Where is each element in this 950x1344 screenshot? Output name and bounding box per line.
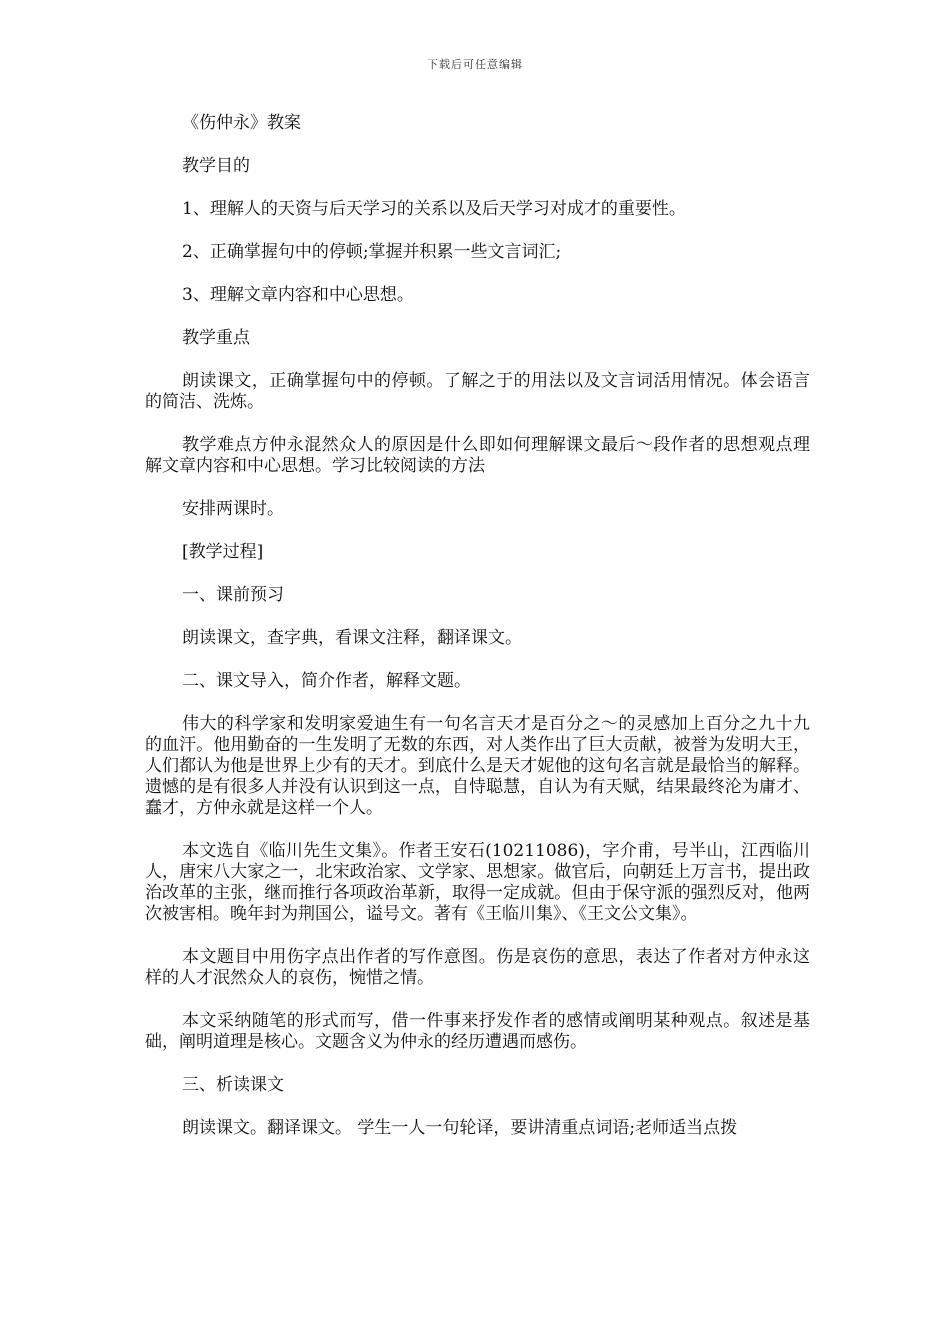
author-paragraph: 本文选自《临川先生文集》。作者王安石(10211086)，字介甫，号半山，江西临川人，唐宋八大家之一，北宋政治家、文学家、思想家。做官后，向朝廷上万言书，提出政治改革的主张，继而推行各项政治革新，取得一定成就。但由于保守派的强烈反对，他两次被害相。晚年封为荆国公，谥号文。著有《王临川集》、《王文公文集》。 [145, 841, 810, 924]
title-meaning-paragraph: 本文题目中用伤字点出作者的写作意图。伤是哀伤的意思，表达了作者对方仲永这样的人才泯然众人的哀伤，惋惜之情。 [145, 947, 810, 988]
objective-item-3: 3、理解文章内容和中心思想。 [182, 285, 414, 305]
section-heading-objectives: 教学目的 [182, 156, 250, 176]
preview-paragraph: 朗读课文，查字典，看课文注释，翻译课文。 [182, 628, 522, 648]
genre-paragraph: 本文采纳随笔的形式而写，借一件事来抒发作者的感情或阐明某种观点。叙述是基础，阐明道理是核心。文题含义为仲永的经历遭遇而感伤。 [145, 1011, 810, 1052]
key-points-paragraph: 朗读课文，正确掌握句中的停顿。了解之于的用法以及文言词活用情况。体会语言的简洁、洗炼。 [145, 371, 810, 412]
document-title: 《伤仲永》教案 [182, 113, 301, 133]
page-header: 下载后可任意编辑 [427, 58, 523, 71]
step-heading-reading: 三、析读课文 [182, 1075, 284, 1095]
document-body [145, 113, 810, 1161]
section-heading-key-points: 教学重点 [182, 328, 250, 348]
schedule-paragraph: 安排两课时。 [182, 499, 284, 519]
step-heading-preview: 一、课前预习 [182, 585, 284, 605]
reading-paragraph: 朗读课文。翻译课文。 学生一人一句轮译，要讲清重点词语;老师适当点拨 [182, 1118, 738, 1138]
objective-item-2: 2、正确掌握句中的停顿;掌握并积累一些文言词汇; [182, 242, 562, 262]
step-heading-intro: 二、课文导入，简介作者，解释文题。 [182, 671, 471, 691]
difficulties-paragraph: 教学难点方仲永混然众人的原因是什么即如何理解课文最后～段作者的思想观点理解文章内容和中心思想。学习比较阅读的方法 [145, 435, 810, 476]
intro-paragraph-edison: 伟大的科学家和发明家爱迪生有一句名言天才是百分之～的灵感加上百分之九十九的血汗。他用勤奋的一生发明了无数的东西，对人类作出了巨大贡献，被誉为发明大王，人们都认为他是世界上少有的天才。到底什么是天才妮他的这句名言就是最恰当的解释。遗憾的是有很多人并没有认识到这一点，自恃聪慧，自认为有天赋，结果最终沦为庸才、蠢才，方仲永就是这样一个人。 [145, 714, 810, 818]
section-heading-process: [教学过程] [182, 542, 264, 562]
objective-item-1: 1、理解人的天资与后天学习的关系以及后天学习对成才的重要性。 [182, 199, 686, 219]
